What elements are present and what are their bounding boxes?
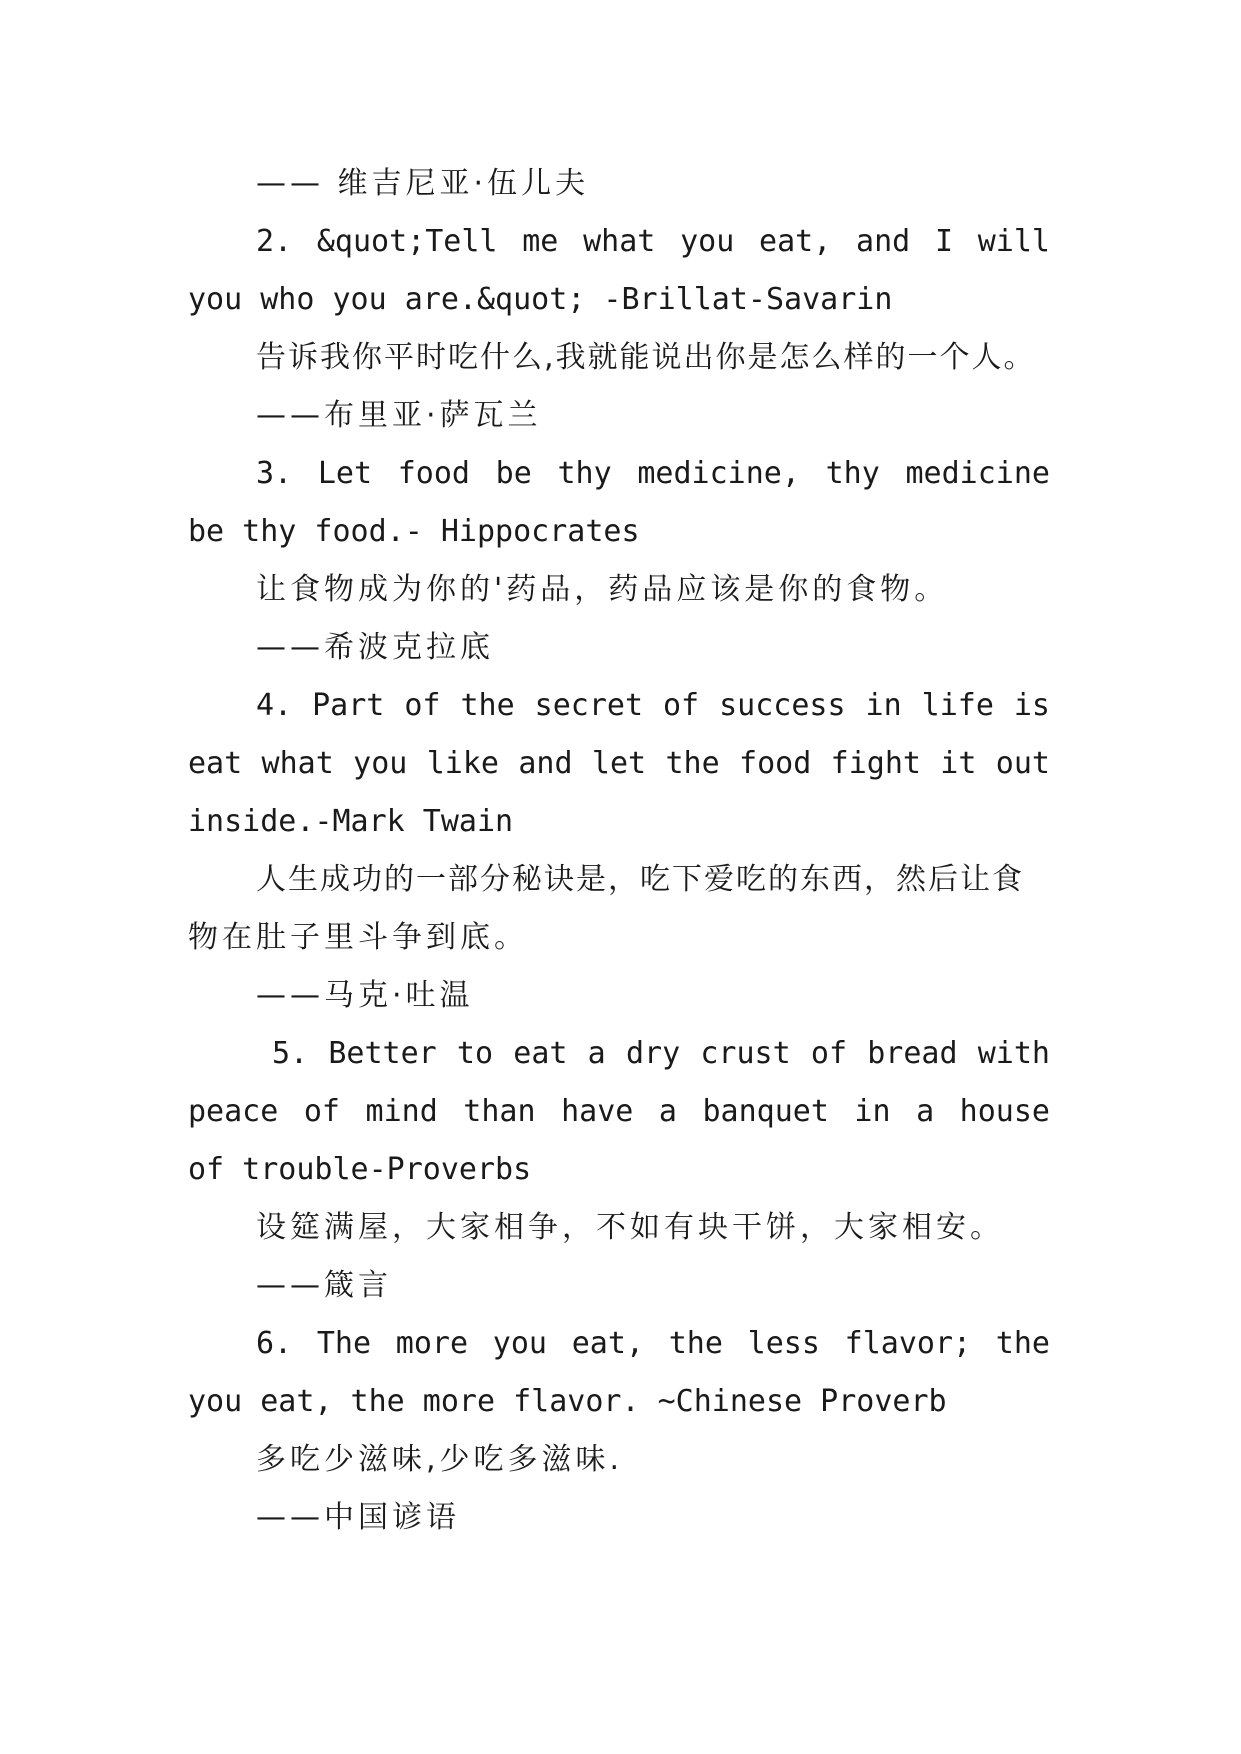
quote-6-attribution: ——中国谚语	[256, 1500, 460, 1535]
quote-4-chinese-line-1: 人生成功的一部分秘诀是，吃下爱吃的东西，然后让食	[256, 862, 1024, 897]
quote-2-english-line-2: you who you are.&quot; -Brillat-Savarin	[188, 282, 893, 317]
quote-4-english-line-3: inside.-Mark Twain	[188, 804, 514, 839]
quote-3-attribution: ——希波克拉底	[256, 630, 494, 665]
quote-5-english-line-3: of trouble-Proverbs	[188, 1152, 532, 1187]
quote-3-chinese-line-1: 让食物成为你的'药品，药品应该是你的食物。	[256, 572, 949, 607]
quote-5-english-line-2: peace of mind than have a banquet in a house	[188, 1094, 1050, 1129]
quote-4-chinese-line-2: 物在肚子里斗争到底。	[188, 920, 528, 955]
quote-5-chinese-line-1: 设筵满屋，大家相争，不如有块干饼，大家相安。	[256, 1210, 1004, 1245]
quote-5-attribution: ——箴言	[256, 1268, 392, 1303]
quote-3-english-line-2: be thy food.- Hippocrates	[188, 514, 640, 549]
quote-2-attribution: ——布里亚·萨瓦兰	[256, 398, 542, 433]
quote-4-english-line-1: 4. Part of the secret of success in life is	[256, 688, 1050, 723]
quote-4-english-line-2: eat what you like and let the food fight it out	[188, 746, 1050, 781]
quote-1-attribution: —— 维吉尼亚·伍儿夫	[256, 166, 590, 201]
quote-3-english-line-1: 3. Let food be thy medicine, thy medicine	[256, 456, 1050, 491]
document-body	[188, 155, 1050, 1547]
quote-6-english-line-2: you eat, the more flavor. ~Chinese Proverb	[188, 1384, 947, 1419]
quote-6-english-line-1: 6. The more you eat, the less flavor; the	[256, 1326, 1050, 1361]
quote-6-chinese-line-1: 多吃少滋味,少吃多滋味.	[256, 1442, 624, 1477]
quote-2-english-line-1: 2. &quot;Tell me what you eat, and I will	[256, 224, 1050, 259]
quote-2-chinese-line-1: 告诉我你平时吃什么,我就能说出你是怎么样的一个人。	[256, 340, 1036, 375]
quote-5-english-line-1: 5. Better to eat a dry crust of bread with	[272, 1036, 1050, 1071]
quote-4-attribution: ——马克·吐温	[256, 978, 474, 1013]
